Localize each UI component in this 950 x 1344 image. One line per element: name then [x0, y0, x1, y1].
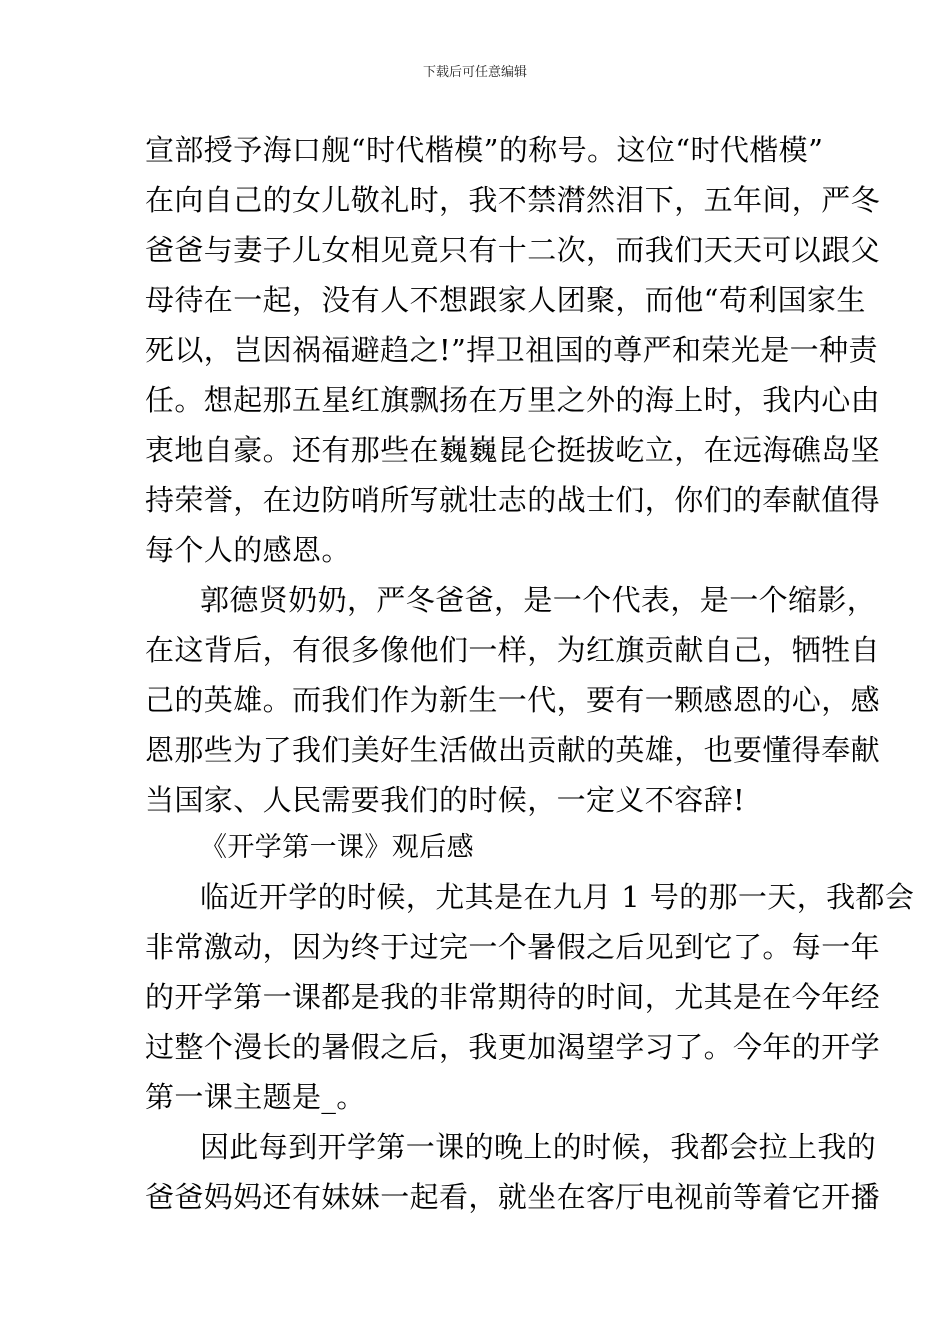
text-line: 持荣誉，在边防哨所写就壮志的战士们，你们的奉献值得: [145, 483, 881, 517]
text-line: 每个人的感恩。: [145, 533, 351, 567]
text-line: 死以，岂因祸福避趋之!”捍卫祖国的尊严和荣光是一种责: [145, 333, 878, 367]
text-line: 当国家、人民需要我们的时候，一定义不容辞!: [145, 783, 746, 817]
text-line: 宣部授予海口舰“时代楷模”的称号。这位“时代楷模”: [145, 133, 824, 167]
page-header: 下载后可任意编辑: [422, 65, 527, 80]
text-line: 的开学第一课都是我的非常期待的时间，尤其是在今年经: [145, 980, 881, 1014]
text-line: 恩那些为了我们美好生活做出贡献的英雄，也要懂得奉献: [145, 733, 881, 767]
text-line: 第一课主题是_。: [145, 1080, 366, 1114]
text-line: 爸爸与妻子儿女相见竟只有十二次，而我们天天可以跟父: [145, 233, 881, 267]
text-line: 在这背后，有很多像他们一样，为红旗贡献自己，牺牲自: [145, 633, 881, 667]
text-line: 在向自己的女儿敬礼时，我不禁潸然泪下，五年间，严冬: [145, 183, 881, 217]
text-line: 非常激动，因为终于过完一个暑假之后见到它了。每一年: [145, 930, 881, 964]
text-line: 过整个漫长的暑假之后，我更加渴望学习了。今年的开学: [145, 1030, 881, 1064]
text-line: 母待在一起，没有人不想跟家人团聚，而他“苟利国家生: [145, 283, 866, 317]
text-line: 己的英雄。而我们作为新生一代，要有一颗感恩的心，感: [145, 683, 881, 717]
text-line: 因此每到开学第一课的晚上的时候，我都会拉上我的: [200, 1130, 877, 1164]
text-line: 郭德贤奶奶，严冬爸爸，是一个代表，是一个缩影，: [200, 583, 877, 617]
essay-title: 《开学第一课》观后感: [200, 832, 474, 863]
text-line: 衷地自豪。还有那些在巍巍昆仑挺拔屹立，在远海礁岛坚: [145, 433, 881, 467]
text-line: 临近开学的时候，尤其是在九月 1 号的那一天，我都会: [200, 880, 915, 914]
text-line: 任。想起那五星红旗飘扬在万里之外的海上时，我内心由: [145, 383, 881, 417]
text-line: 爸爸妈妈还有妹妹一起看，就坐在客厅电视前等着它开播: [145, 1180, 881, 1214]
